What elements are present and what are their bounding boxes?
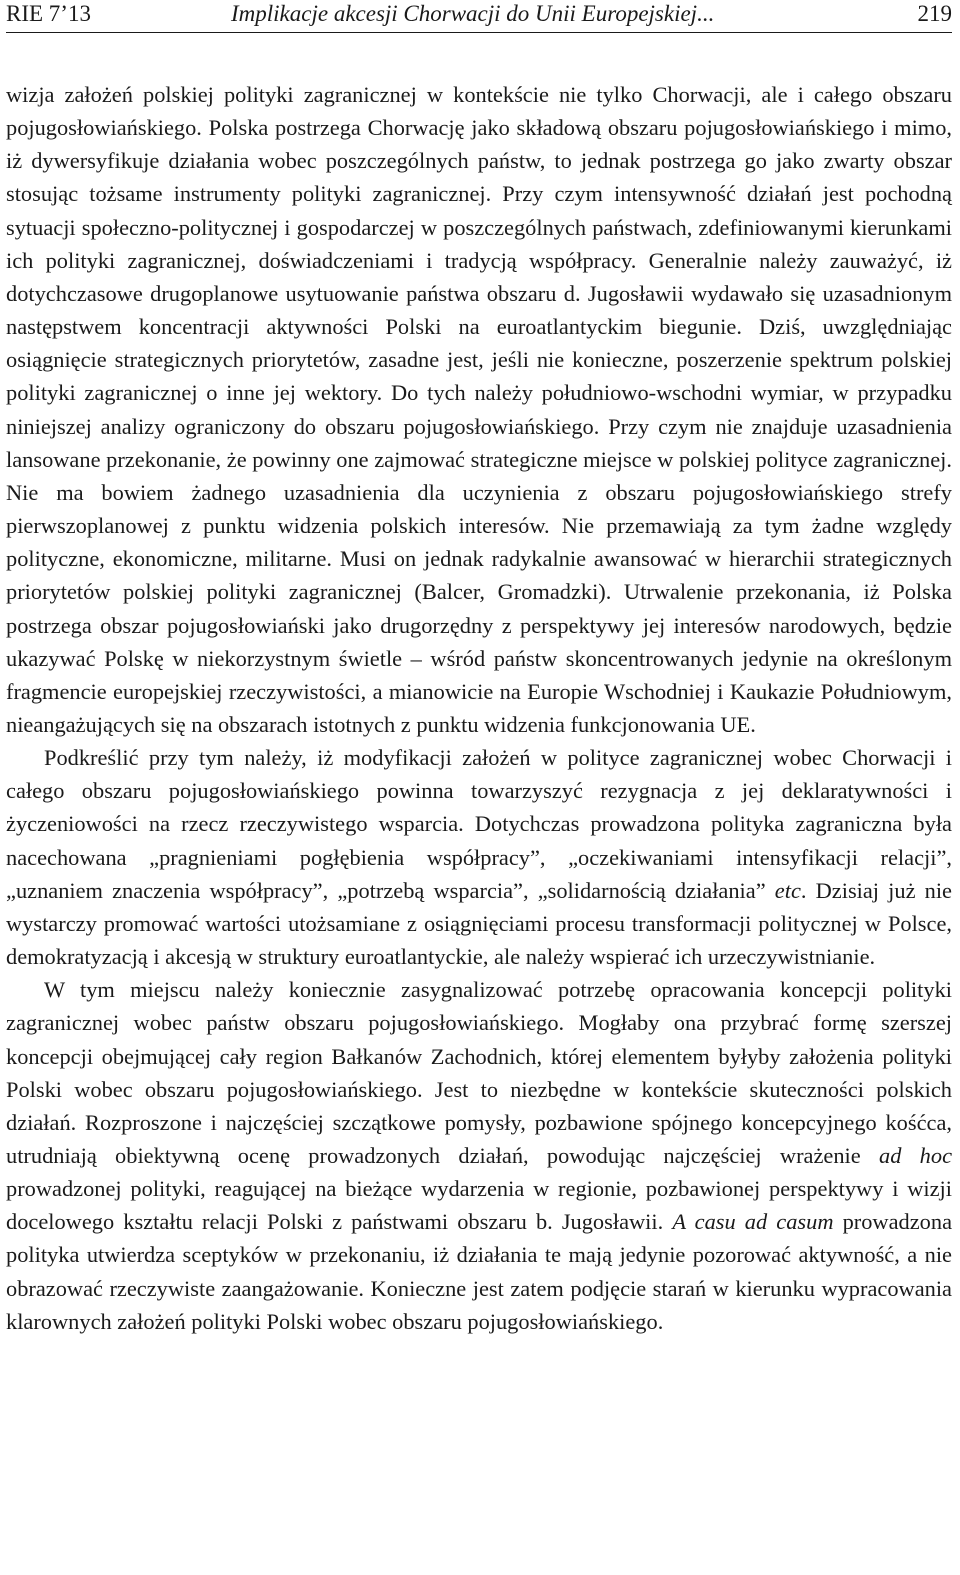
italic-text-run: etc bbox=[774, 877, 801, 903]
page-number: 219 bbox=[917, 1, 952, 26]
text-run: wizja założeń polskiej polityki zagranicznej w kontekście nie tylko Chorwacji, ale i całego obszaru pojugosłowiańskiego. Polska postrzega Chorwację jako składową obszaru pojugosłowiańskiego i mimo, iż dywersyfikuje działania wobec poszczególnych państw, to jednak postrzega go jako zwarty obszar stosując tożsame instrumenty polityki zagranicznej. Przy czym intensywność działań jest pochodną sytuacji społeczno-politycznej i gospodarczej w poszczególnych państwach, zdefiniowanymi kierunkami ich polityki zagranicznej, doświadczeniami i tradycją współpracy. Generalnie należy zauważyć, iż dotychczasowe drugoplanowe usytuowanie państwa obszaru d. Jugosławii wydawało się uzasadnionym następstwem koncentracji aktywności Polski na euroatlantyckim biegunie. Dziś, uwzględniając osiągnięcie strategicznych priorytetów, zasadne jest, jeśli nie konieczne, poszerzenie spektrum polskiej polityki zagranicznej o inne jej wektory. Do tych należy południowo-wschodni wymiar, w przypadku niniejszej analizy ograniczony do obszaru pojugosłowiańskiego. Przy czym nie znajduje uzasadnienia lansowane przekonanie, że powinny one zajmować strategiczne miejsce w polskiej polityce zagranicznej. Nie ma bowiem żadnego uzasadnienia dla uczynienia z obszaru pojugosłowiańskiego strefy pierwszoplanowej z punktu widzenia polskich interesów. Nie przemawiają za tym żadne względy polityczne, ekonomiczne, militarne. Musi on jednak radykalnie awansować w hierarchii strategicznych priorytetów polskiej polityki zagranicznej (Balcer, Gromadzki). Utrwalenie przekonania, iż Polska postrzega obszar pojugosłowiański jako drugorzędny z perspektywy jej interesów narodowych, będzie ukazywać Polskę w niekorzystnym świetle – wśród państw skoncentrowanych jedynie na określonym fragmencie europejskiej rzeczywistości, a mianowicie na Europie Wschodniej i Kaukazie Południowym, nieangażujących się na obszarach istotnych z punktu widzenia funkcjonowania UE. bbox=[6, 82, 952, 737]
journal-issue: RIE 7’13 bbox=[6, 1, 91, 26]
body-text bbox=[6, 78, 952, 1338]
paragraph bbox=[6, 741, 952, 973]
text-run: prowadzona polityka utwierdza sceptyków w przekonaniu, iż działania te mają jedynie pozorować aktywność, a nie obrazować rzeczywiste zaangażowanie. Konieczne jest zatem podjęcie starań w kierunku wypracowania klarownych założeń polityki Polski wobec obszaru pojugosłowiańskiego. bbox=[6, 1209, 953, 1334]
text-run: . Dzisiaj już nie wystarczy promować wartości utożsamiane z osiągnięciami procesu transformacji politycznej w Polsce, demokratyzacją i akcesją w struktury euroatlantyckie, ale należy wspierać ich urzeczywistnianie. bbox=[6, 877, 952, 970]
paragraph bbox=[6, 973, 952, 1338]
running-title: Implikacje akcesji Chorwacji do Unii Europejskiej... bbox=[231, 1, 715, 26]
italic-text-run: ad hoc bbox=[879, 1143, 953, 1168]
text-run: Podkreślić przy tym należy, iż modyfikacji założeń w polityce zagranicznej wobec Chorwacji i całego obszaru pojugosłowiańskiego powinna towarzyszyć rezygnacja z jej deklaratywności i życzeniowości na rzecz rzeczywistego wsparcia. Dotychczas prowadzona polityka zagraniczna była nacechowana „pragnieniami pogłębienia współpracy”, „oczekiwaniami intensyfikacji relacji”, „uznaniem znaczenia współpracy”, „potrzebą wsparcia”, „solidarnością działania” bbox=[6, 745, 952, 903]
running-head bbox=[6, 0, 952, 33]
document-page bbox=[6, 0, 952, 1575]
paragraph bbox=[6, 78, 952, 741]
text-run: W tym miejscu należy koniecznie zasygnalizować potrzebę opracowania koncepcji polityki zagranicznej wobec państw obszaru pojugosłowiańskiego. Mogłaby ona przybrać formę szerszej koncepcji obejmującej cały region Bałkanów Zachodnich, której elementem byłyby założenia polityki Polski wobec obszaru pojugosłowiańskiego. Jest to niezbędne w kontekście skuteczności polskich działań. Rozproszone i najczęściej szczątkowe pomysły, pozbawione spójnego koncepcyjnego kośćca, utrudniają obiektywną ocenę prowadzonych działań, powodując najczęściej wrażenie bbox=[6, 977, 952, 1168]
italic-text-run: A casu ad casum bbox=[672, 1209, 834, 1235]
text-run: prowadzonej polityki, reagującej na bieżące wydarzenia w regionie, pozbawionej perspektywy i wizji docelowego kształtu relacji Polski z państwami obszaru b. Jugosławii. bbox=[6, 1176, 952, 1235]
